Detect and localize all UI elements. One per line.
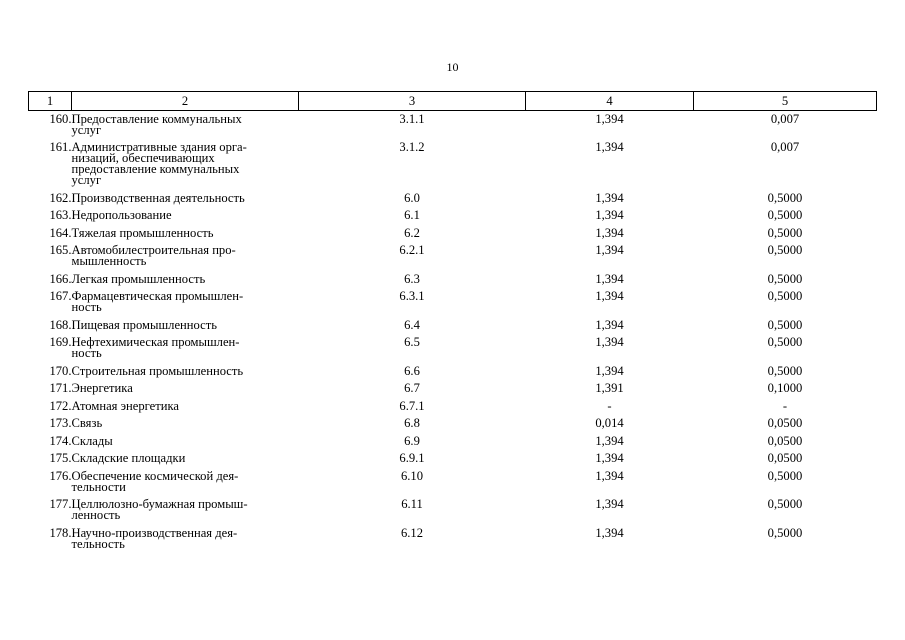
table-body [29,111,877,554]
row-value-4: 1,394 [595,363,624,378]
row-value-4: 1,394 [595,271,624,286]
row-value-4: 1,394 [595,243,624,257]
row-name: Склады [71,433,113,448]
row-value-4: 1,394 [595,190,624,205]
row-code: 6.10 [400,468,424,483]
row-value-5: 0,0500 [767,451,803,465]
row-value-4: 1,394 [595,289,624,303]
table-row [29,289,877,318]
table-row [29,243,877,272]
row-code: 6.8 [404,416,420,430]
row-name: Легкая промышленность [71,271,206,286]
table-row [29,381,877,399]
table-row [29,335,877,364]
row-value-5: 0,5000 [767,363,803,378]
row-code: 6.6 [404,363,420,378]
row-value-5: 0,5000 [767,335,803,349]
row-value-5: 0,5000 [767,525,803,540]
row-name: Пищевая промышленность [71,317,217,332]
row-value-5: 0,5000 [767,317,803,332]
header-col-5: 5 [694,92,877,111]
table-row [29,225,877,243]
row-number: 173. [49,416,72,430]
row-code: 6.2.1 [399,243,425,257]
row-code: 6.3 [404,271,420,286]
row-value-4: 1,394 [595,208,624,222]
table-row [29,451,877,469]
row-value-5: 0,0500 [767,416,803,430]
row-name: Тяжелая промышленность [71,225,214,240]
row-name: Складские площадки [71,451,186,465]
row-number: 166. [49,271,72,286]
table-row [29,433,877,451]
row-code: 3.1.2 [399,140,425,154]
table-row [29,140,877,191]
row-code: 6.12 [400,525,424,540]
row-value-5: 0,5000 [767,243,803,257]
row-number: 164. [49,225,72,240]
row-value-4: 1,394 [595,468,624,483]
row-name: Фармацевтическая промышлен- ность [71,289,244,314]
row-number: 169. [49,335,72,349]
row-name: Энергетика [71,381,133,395]
table-row [29,497,877,526]
table-header-row [29,92,877,111]
row-code: 3.1.1 [399,111,425,126]
header-col-4: 4 [526,92,694,111]
row-code: 6.3.1 [399,289,425,303]
row-name: Атомная энергетика [71,398,179,413]
row-value-4: - [607,398,612,413]
row-value-4: 1,394 [595,497,624,511]
row-number: 178. [49,525,72,540]
row-number: 170. [49,363,72,378]
row-name: Производственная деятельность [71,190,245,205]
header-col-1: 1 [29,92,72,111]
row-value-5: 0,1000 [767,381,803,395]
row-value-5: 0,5000 [767,190,803,205]
row-name: Обеспечение космической дея- тельности [71,468,239,494]
row-code: 6.11 [401,497,423,511]
row-value-4: 1,391 [595,381,624,395]
row-name: Научно-производственная дея- тельность [71,525,238,551]
table-row [29,271,877,289]
table-row [29,525,877,554]
row-number: 172. [49,398,72,413]
row-code: 6.7 [404,381,420,395]
row-code: 6.7.1 [399,398,425,413]
row-value-4: 0,014 [595,416,624,430]
row-value-5: 0,5000 [767,208,803,222]
row-value-5: 0,5000 [767,225,803,240]
table-row [29,363,877,381]
row-number: 163. [49,208,72,222]
table-row [29,111,877,140]
row-number: 177. [49,497,72,511]
table-row [29,317,877,335]
row-value-4: 1,394 [595,433,624,448]
table-row [29,468,877,497]
table-row [29,208,877,226]
row-value-4: 1,394 [595,225,624,240]
row-number: 160. [49,111,72,126]
row-code: 6.1 [404,208,420,222]
row-value-4: 1,394 [595,317,624,332]
row-name: Строительная промышленность [71,363,244,378]
table-row [29,190,877,208]
row-value-4: 1,394 [595,525,624,540]
row-value-5: 0,007 [770,140,800,154]
row-value-5: 0,0500 [767,433,803,448]
row-number: 175. [49,451,72,465]
row-value-4: 1,394 [595,451,624,465]
row-number: 171. [49,381,72,395]
row-name: Автомобилестроительная про- мышленность [71,243,236,268]
row-code: 6.0 [404,190,420,205]
row-code: 6.9 [404,433,420,448]
row-code: 6.4 [404,317,420,332]
row-value-5: 0,5000 [767,497,803,511]
header-col-2: 2 [72,92,299,111]
page-number: 10 [446,60,459,74]
row-name: Административные здания орга- низаций, обеспечивающих предоставление коммунальных услуг [71,140,247,187]
row-number: 176. [49,468,72,483]
row-name: Целлюлозно-бумажная промыш- ленность [71,497,248,522]
header-col-3: 3 [299,92,526,111]
row-name: Недропользование [71,208,172,222]
row-number: 162. [49,190,72,205]
row-number: 161. [49,140,72,154]
table-row [29,398,877,416]
row-code: 6.9.1 [399,451,425,465]
row-code: 6.2 [404,225,420,240]
row-number: 168. [49,317,72,332]
row-value-5: 0,5000 [767,468,803,483]
row-value-5: - [782,398,788,413]
row-name: Предоставление коммунальных услуг [71,111,242,137]
table-row [29,416,877,434]
rates-table [28,91,877,554]
row-name: Связь [71,416,103,430]
row-value-4: 1,394 [595,140,624,154]
row-number: 167. [49,289,72,303]
row-code: 6.5 [404,335,420,349]
row-value-5: 0,5000 [767,289,803,303]
row-number: 174. [49,433,72,448]
row-value-5: 0,5000 [767,271,803,286]
row-value-5: 0,007 [770,111,800,126]
row-number: 165. [49,243,72,257]
row-name: Нефтехимическая промышлен- ность [71,335,240,360]
row-value-4: 1,394 [595,111,624,126]
row-value-4: 1,394 [595,335,624,349]
